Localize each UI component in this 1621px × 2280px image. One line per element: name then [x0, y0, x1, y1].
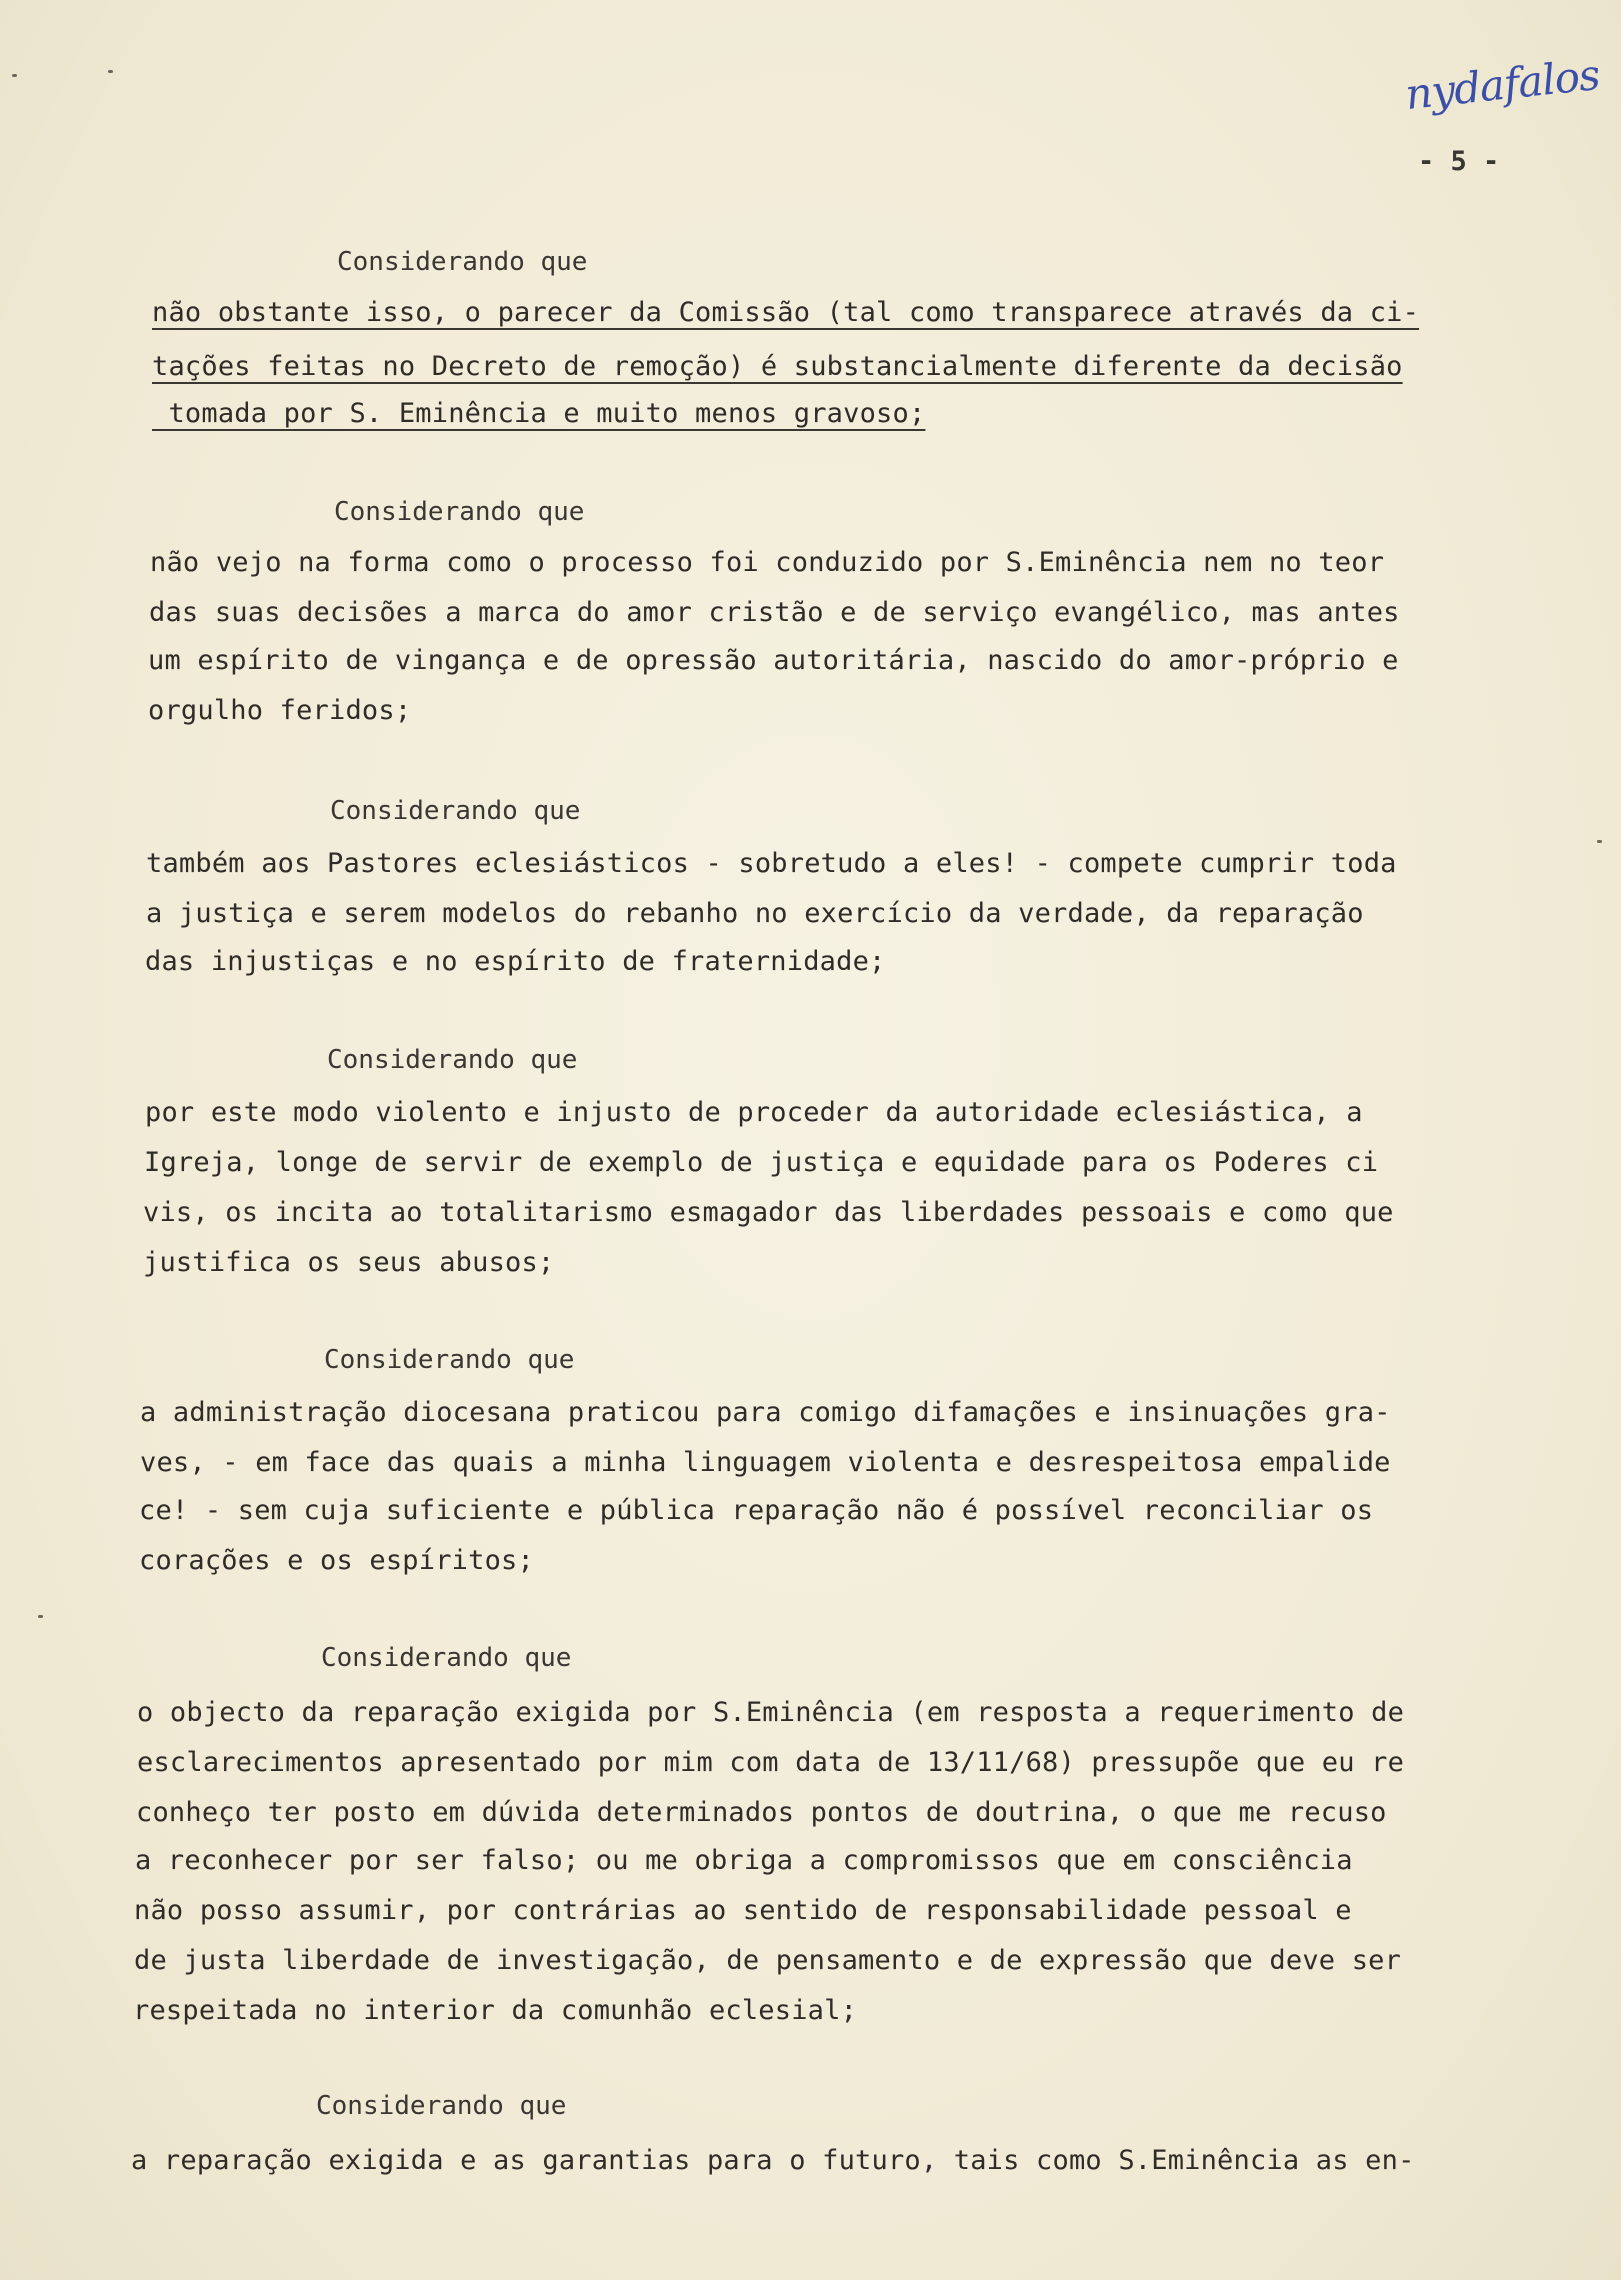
section-heading: Considerando que — [334, 497, 585, 527]
text-line: esclarecimentos apresentado por mim com data de 13/11/68) pressupõe que eu re — [137, 1747, 1405, 1778]
text-line: conheço ter posto em dúvida determinados pontos de doutrina, o que me recuso — [136, 1797, 1387, 1828]
section-heading: Considerando que — [316, 2091, 567, 2121]
text-line: não vejo na forma como o processo foi conduzido por S.Eminência nem no teor — [150, 547, 1385, 578]
text-line: a reconhecer por ser falso; ou me obriga a compromissos que em consciência — [135, 1845, 1353, 1876]
text-line: ce! - sem cuja suficiente e pública reparação não é possível reconciliar os — [139, 1495, 1374, 1526]
text-line: orgulho feridos; — [148, 695, 412, 726]
text-line: por este modo violento e injusto de proceder da autoridade eclesiástica, a — [145, 1097, 1363, 1128]
text-line: não posso assumir, por contrárias ao sentido de responsabilidade pessoal e — [134, 1895, 1352, 1926]
section-heading: Considerando que — [337, 247, 588, 277]
paper-speck — [38, 1615, 43, 1618]
text-line: um espírito de vingança e de opressão autoritária, nascido do amor-próprio e — [148, 645, 1399, 676]
text-line: ves, - em face das quais a minha linguagem violenta e desrespeitosa empalide — [140, 1447, 1391, 1478]
paper-speck — [12, 74, 17, 77]
text-line: tações feitas no Decreto de remoção) é substancialmente diferente da decisão — [152, 351, 1403, 382]
paper-speck — [108, 70, 113, 73]
page-number: - 5 - — [1418, 146, 1500, 177]
text-line: de justa liberdade de investigação, de pensamento e de expressão que deve ser — [134, 1945, 1402, 1976]
handwritten-signature: nydafalos — [1402, 49, 1602, 120]
text-line: também aos Pastores eclesiásticos - sobretudo a eles! - compete cumprir toda — [146, 848, 1397, 879]
text-line: corações e os espíritos; — [139, 1545, 534, 1576]
text-line: justifica os seus abusos; — [143, 1247, 555, 1278]
text-line: Igreja, longe de servir de exemplo de justiça e equidade para os Poderes ci — [144, 1147, 1379, 1178]
section-heading: Considerando que — [327, 1045, 578, 1075]
paper-speck — [1597, 840, 1602, 843]
text-line: respeitada no interior da comunhão eclesial; — [133, 1995, 858, 2026]
text-line: a justiça e serem modelos do rebanho no exercício da verdade, da reparação — [146, 898, 1364, 929]
section-heading: Considerando que — [324, 1345, 575, 1375]
section-heading: Considerando que — [321, 1643, 572, 1673]
text-line: tomada por S. Eminência e muito menos gravoso; — [152, 398, 926, 429]
text-line: não obstante isso, o parecer da Comissão (tal como transparece através da ci- — [152, 297, 1420, 328]
text-line: a reparação exigida e as garantias para o futuro, tais como S.Eminência as en- — [131, 2145, 1415, 2176]
text-line: das injustiças e no espírito de fraternidade; — [145, 946, 886, 977]
text-line: das suas decisões a marca do amor cristão e de serviço evangélico, mas antes — [149, 597, 1400, 628]
text-line: vis, os incita ao totalitarismo esmagador das liberdades pessoais e como que — [143, 1197, 1394, 1228]
text-line: o objecto da reparação exigida por S.Eminência (em resposta a requerimento de — [137, 1697, 1405, 1728]
text-line: a administração diocesana praticou para comigo difamações e insinuações gra- — [140, 1397, 1391, 1428]
section-heading: Considerando que — [330, 796, 581, 826]
